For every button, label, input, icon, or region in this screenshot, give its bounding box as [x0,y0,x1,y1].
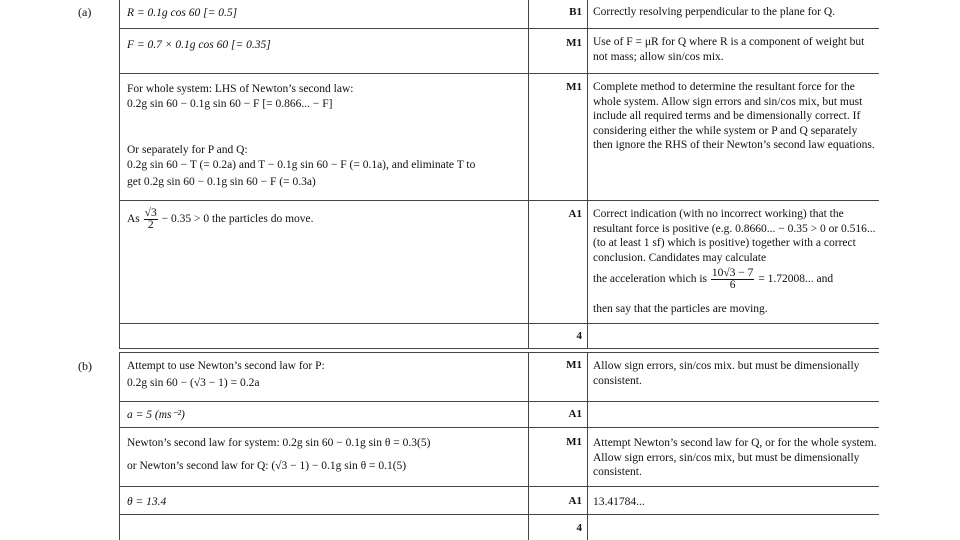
row-divider [119,401,879,402]
row-divider [119,28,879,29]
row-divider [119,348,879,349]
a-r4-note-fraction-denominator: 6 [729,279,736,291]
a-r1-note: Correctly resolving perpendicular to the plane for Q. [593,6,836,18]
a-r1-mark: B1 [569,6,582,18]
a-total-marks: 4 [576,330,582,342]
row-divider [119,200,879,201]
a-r3-working-line3: Or separately for P and Q: [127,144,248,156]
a-r1-working: R = 0.1g cos 60 [= 0.5] [127,7,238,19]
column-line-right [587,0,588,348]
a-r4-note-post: = 1.72008... and [758,273,834,286]
a-r4-working-pre: As [127,213,140,226]
row-divider [119,73,879,74]
row-divider [119,514,879,515]
part-a-label: (a) [78,5,92,19]
a-r4-fraction-numerator: √3 [144,207,157,219]
column-line-left [119,0,120,348]
column-line-left-b [119,352,120,540]
b-r1-working-line1: Attempt to use Newton’s second law for P: [127,360,325,372]
a-r3-working-line2: 0.2g sin 60 − 0.1g sin 60 − F [= 0.866... − F] [127,98,333,110]
a-r4-mark: A1 [568,208,582,220]
a-r4-note-fraction-numerator: 10√3 − 7 [711,267,754,279]
b-r1-mark: M1 [566,359,582,371]
a-r4-note-line1: Correct indication (with no incorrect working) that the resultant force is positive (e.g. 0.8660... − 0.35 > 0 or 0.516... (to at least 1 sf) which is positive) together with a correct conclusion. Candidates may calculate [593,208,876,264]
b-r1-working-line2: 0.2g sin 60 − (√3 − 1) = 0.2a [127,377,260,389]
a-r4-fraction [144,208,158,231]
column-line-mid-b [528,352,529,540]
b-r3-note: Attempt Newton’s second law for Q, or for the whole system. Allow sign errors, sin/cos mix, but must be dimensionally consistent. [593,437,877,478]
a-r2-note: Use of F = μR for Q where R is a component of weight but not mass; allow sin/cos mix. [593,36,865,63]
a-r2-working: F = 0.7 × 0.1g cos 60 [= 0.35] [127,39,271,51]
a-r3-working-line4: 0.2g sin 60 − T (= 0.2a) and T − 0.1g sin 60 − F (= 0.1a), and eliminate T to [127,159,476,171]
column-line-right-b [587,352,588,540]
part-b-label: (b) [78,359,92,373]
b-r4-mark: A1 [568,495,582,507]
a-r4-note-pre: the acceleration which is [593,273,707,286]
a-r4-working-post: − 0.35 > 0 the particles do move. [161,213,314,226]
b-r3-mark: M1 [566,436,582,448]
a-r4-fraction-denominator: 2 [147,219,154,231]
b-r1-note: Allow sign errors, sin/cos mix. but must be dimensionally consistent. [593,360,860,387]
b-total-marks: 4 [576,522,582,534]
b-r4-working: θ = 13.4 [127,496,167,508]
b-r4-note: 13.41784... [593,496,645,508]
a-r4-note-line2 [593,268,878,291]
a-r3-note: Complete method to determine the resultant force for the whole system. Allow sign errors and sin/cos mix, but must include all required terms and be dimensionally correct. If considering either the while system or P and Q separately then ignore the RHS of their Newton’s second law equations. [593,81,875,151]
a-r3-working-line1: For whole system: LHS of Newton’s second law: [127,83,354,95]
row-divider [119,486,879,487]
b-r2-mark: A1 [568,408,582,420]
column-line-mid [528,0,529,348]
a-r3-mark: M1 [566,81,582,93]
row-divider [119,427,879,428]
a-r3-working-line5: get 0.2g sin 60 − 0.1g sin 60 − F (= 0.3a) [127,176,316,188]
a-r2-mark: M1 [566,37,582,49]
b-r3-working-line2: or Newton’s second law for Q: (√3 − 1) − 0.1g sin θ = 0.1(5) [127,460,407,472]
a-r4-working [127,208,314,231]
row-divider [119,352,879,353]
a-r4-note-line3: then say that the particles are moving. [593,303,768,315]
b-r3-working-line1: Newton’s second law for system: 0.2g sin 60 − 0.1g sin θ = 0.3(5) [127,437,431,449]
b-r2-working: a = 5 (ms⁻²) [127,409,185,421]
row-divider [119,323,879,324]
a-r4-note-fraction [711,268,755,291]
